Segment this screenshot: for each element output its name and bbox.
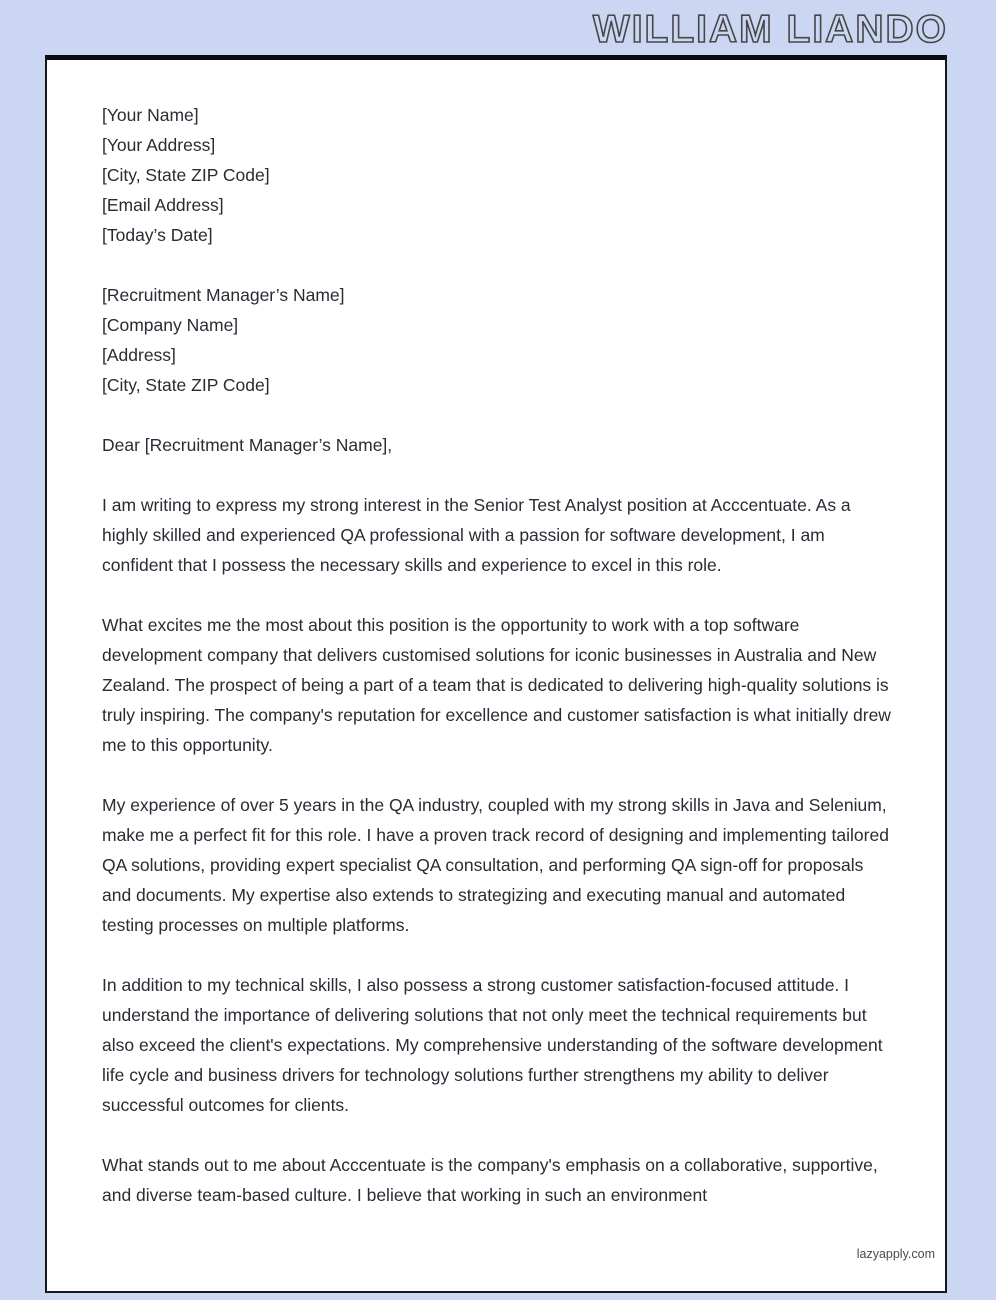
paragraph-experience: My experience of over 5 years in the QA industry, coupled with my strong skills in Java and Selenium, make me a perfect fit for this role. I have a proven track record of designing and implementing tailored QA solutions, providing expert specialist QA consultation, and performing QA sign-off for proposals and documents. My expertise also extends to strategizing and executing manual and automated testing processes on multiple platforms. (102, 795, 889, 935)
sender-address-block (102, 100, 897, 250)
paragraph-culture: What stands out to me about Acccentuate is the company's emphasis on a collaborative, supportive, and diverse team-based culture. I believe that working in such an environment (102, 1155, 878, 1205)
recipient-name-placeholder: [Recruitment Manager’s Name] (102, 285, 345, 305)
letter-content (47, 60, 945, 1210)
paragraph-motivation: What excites me the most about this position is the opportunity to work with a top software development company that delivers customised solutions for iconic businesses in Australia and New Zealand. The prospect of being a part of a team that is dedicated to delivering high-quality solutions is truly inspiring. The company's reputation for excellence and customer satisfaction is what initially drew me to this opportunity. (102, 615, 891, 755)
letter-page (45, 55, 947, 1293)
sender-city-placeholder: [City, State ZIP Code] (102, 165, 270, 185)
sender-address-placeholder: [Your Address] (102, 135, 216, 155)
recipient-address-block (102, 280, 897, 400)
recipient-company-placeholder: [Company Name] (102, 315, 239, 335)
sender-name-placeholder: [Your Name] (102, 105, 199, 125)
watermark-text: lazyapply.com (856, 1247, 935, 1261)
recipient-address-placeholder: [Address] (102, 345, 176, 365)
sender-email-placeholder: [Email Address] (102, 195, 224, 215)
recipient-city-placeholder: [City, State ZIP Code] (102, 375, 270, 395)
author-name-heading: WILLIAM LIANDO (592, 8, 948, 51)
salutation: Dear [Recruitment Manager’s Name], (102, 435, 393, 455)
paragraph-soft-skills: In addition to my technical skills, I also possess a strong customer satisfaction-focused attitude. I understand the importance of delivering solutions that not only meet the technical requirements but also exceed the client's expectations. My comprehensive understanding of the software development life cycle and business drivers for technology solutions further strengthens my ability to deliver successful outcomes for clients. (102, 975, 883, 1115)
date-placeholder: [Today’s Date] (102, 225, 213, 245)
paragraph-intro: I am writing to express my strong interest in the Senior Test Analyst position at Acccentuate. As a highly skilled and experienced QA professional with a passion for software development, I am confident that I possess the necessary skills and experience to excel in this role. (102, 495, 851, 575)
